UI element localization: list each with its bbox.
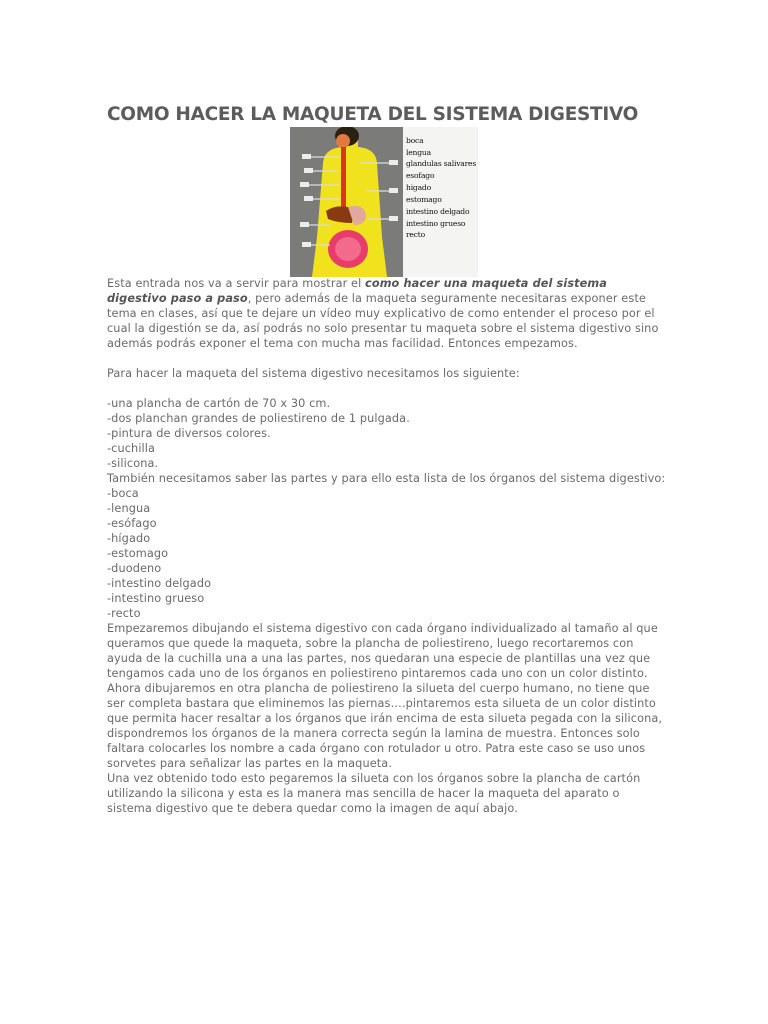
list-item: -estomago <box>107 547 169 560</box>
list-item: -boca <box>107 487 139 500</box>
list-item: -intestino delgado <box>107 577 212 590</box>
article-body <box>107 276 667 816</box>
small-intestine <box>335 237 361 261</box>
list-item: -recto <box>107 607 141 620</box>
list-item: -lengua <box>107 502 151 515</box>
list-item: -esófago <box>107 517 157 530</box>
intro-before: Esta entrada nos va a servir para mostrar el <box>107 277 366 290</box>
mouth-area <box>336 134 350 148</box>
label-higado: higado <box>406 183 431 192</box>
esophagus <box>341 147 346 209</box>
closing-paragraph: Una vez obtenido todo esto pegaremos la silueta con los órganos sobre la plancha de cartón utilizando la silicona y esta es la manera mas sencilla de hacer la maqueta del aparato o sistema digestivo que te debera quedar como la imagen de aquí abajo. <box>107 772 641 815</box>
list-item: -duodeno <box>107 562 162 575</box>
label-intestino-grueso: intestino grueso <box>406 219 466 228</box>
label-recto: recto <box>406 230 426 239</box>
list-item: -pintura de diversos colores. <box>107 427 271 440</box>
intro-after: , pero además de la maqueta seguramente necesitaras exponer este tema en clases, así que te dejare un vídeo muy explicativo de como entender el proceso por el cual la digestión se da, así podrás no solo presentar tu maqueta sobre el sistema digestivo sino además podrás exponer el tema con mucha mas facilidad. Entonces empezamos. <box>107 292 659 350</box>
digestive-model-image <box>290 127 478 277</box>
list-item: -dos planchan grandes de poliestireno de 1 pulgada. <box>107 412 410 425</box>
list-item: -cuchilla <box>107 442 156 455</box>
list-item: -hígado <box>107 532 151 545</box>
process-paragraph: Empezaremos dibujando el sistema digestivo con cada órgano individualizado al tamaño al que queramos que quede la maqueta, sobre la plancha de poliestireno, luego recortaremos con ayuda de la cuchilla una a una las partes, nos quedaran una especie de plantillas una vez que tengamos cada uno de los órganos en poliestireno pintaremos cada uno con un color distinto. Ahora dibujaremos en otra plancha de poliestireno la silueta del cuerpo humano, no tiene que ser completa bastara que eliminemos las piernas….pintaremos esta silueta de un color distinto que permita hacer resaltar a los órganos que irán encima de esta silueta pegada con la silicona, dispondremos los órganos de la manera correcta según la lamina de muestra. Entonces solo faltara colocarles los nombre a cada órgano con rotulador u otro. Patra este caso se uso unos sorvetes para señalizar las partes en la maqueta. <box>107 622 663 770</box>
label-esofago: esofago <box>406 171 435 180</box>
organ-labels-panel <box>403 127 478 277</box>
label-boca: boca <box>406 136 424 145</box>
label-intestino-delgado: intestino delgado <box>406 207 470 216</box>
intro-emphasis: como hacer una maqueta del sistema digestivo paso a paso <box>107 277 607 305</box>
label-lengua: lengua <box>406 148 431 157</box>
page-title: COMO HACER LA MAQUETA DEL SISTEMA DIGESTIVO <box>107 104 639 125</box>
label-glandulas-salivares: glandulas salivares <box>406 159 477 168</box>
organs-intro: También necesitamos saber las partes y para ello esta lista de los órganos del sistema digestivo: <box>107 472 666 485</box>
needs-intro: Para hacer la maqueta del sistema digestivo necesitamos los siguiente: <box>107 367 520 380</box>
intro-paragraph <box>107 276 667 351</box>
label-estomago: estomago <box>406 195 442 204</box>
list-item: -intestino grueso <box>107 592 205 605</box>
list-item: -silicona. <box>107 457 159 470</box>
list-item: -una plancha de cartón de 70 x 30 cm. <box>107 397 331 410</box>
